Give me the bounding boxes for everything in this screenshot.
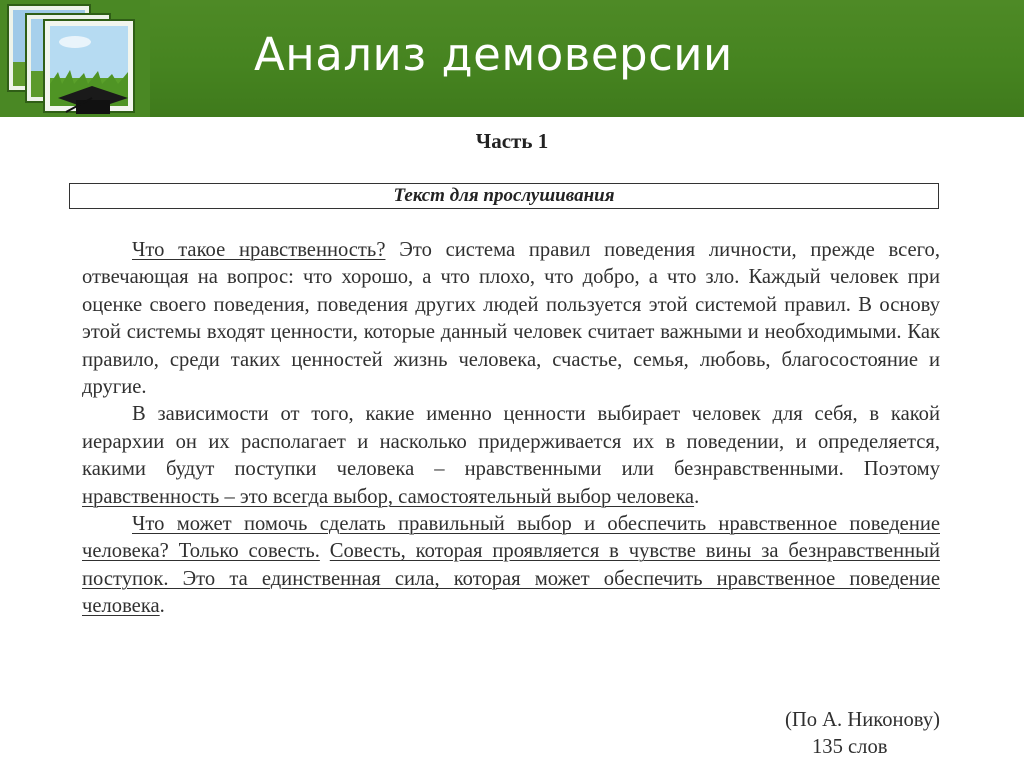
- paragraph-text: [320, 540, 330, 562]
- underlined-phrase: Что может помочь сделать правильный выбор и обеспечить нравственное поведение человека? Только совесть.: [82, 513, 940, 563]
- photo-stack-graduation-cap-icon: [0, 0, 150, 117]
- exam-document: [0, 117, 1024, 767]
- paragraph-text: .: [159, 595, 165, 618]
- section-box-title: Текст для прослушивания: [69, 183, 939, 209]
- listening-text: [82, 237, 940, 621]
- slide-header: [0, 0, 1024, 117]
- underlined-phrase: Что такое нравственность?: [132, 239, 386, 261]
- paragraph-1: [82, 237, 940, 401]
- word-count: 135 слов: [812, 736, 888, 758]
- paragraph-text: .: [694, 485, 700, 508]
- underlined-phrase: нравственность – это всегда выбор, самостоятельный выбор человека: [82, 485, 695, 508]
- underlined-phrase: Совесть, которая проявляется в чувстве вины за безнравственный поступок. Это та единственная сила, которая может обеспечить нравственное поведение человека: [82, 540, 940, 618]
- paragraph-text: Это система правил поведения личности, прежде всего, отвечающая на вопрос: что хорошо, а что плохо, что добро, а что зло. Каждый человек при оценке своего поведения, поведения других людей пользуется этой системой правил. В основу этой системы входят ценности, которые данный человек считает важными и необходимыми. Как правило, среди таких ценностей жизнь человека, счастье, семья, любовь, благосостояние и другие.: [82, 239, 940, 399]
- slide-title: Анализ демоверсии: [254, 28, 733, 81]
- part-title: Часть 1: [475, 129, 549, 153]
- paragraph-3: [82, 511, 940, 621]
- paragraph-2: [82, 401, 940, 511]
- paragraph-text: В зависимости от того, какие именно ценности выбирает человек для себя, в какой иерархии он их располагает и насколько придерживается их в поведении, и определяется, какими будут поступки человека – нравственными или безнравственными. Поэтому: [82, 403, 940, 481]
- source-attribution: (По А. Никонову): [785, 709, 940, 731]
